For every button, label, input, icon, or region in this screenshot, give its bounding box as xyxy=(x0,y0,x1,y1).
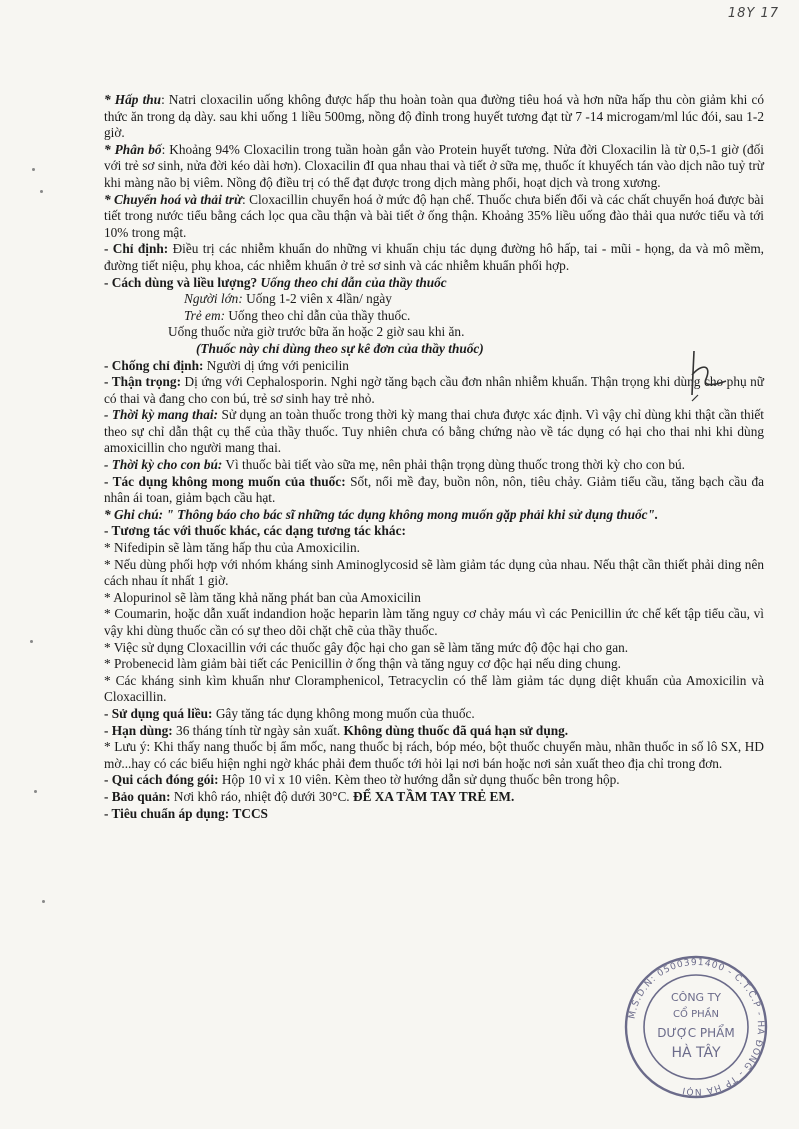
para-tuong-tac-6: * Probenecid làm giảm bài tiết các Penicillin ở ống thận và tăng nguy cơ độc hại nếu ding chung. xyxy=(104,656,621,672)
para-tac-dung-phu: - Tác dụng không mong muốn của thuốc: Sốt, nổi mề đay, buồn nôn, nôn, tiêu chảy. Giảm tiểu cầu, tăng bạch cầu đa nhân ái toan, giảm bạch cầu hạt. xyxy=(104,473,764,506)
stamp-line-1: CÔNG TY xyxy=(670,991,722,1004)
para-than-trong: - Thận trọng: Dị ứng với Cephalosporin. Nghi ngờ tăng bạch cầu đơn nhân nhiễm khuẩn. Thận trọng khi dùng cho phụ nữ có thai và đang cho con bú, trẻ sơ sinh hay trẻ nhỏ. xyxy=(104,374,765,406)
label-chong-chi-dinh: - Chống chỉ định: xyxy=(104,357,204,373)
para-cach-dung: - Cách dùng và liều lượng? Uống theo chỉ dẫn của thầy thuốc xyxy=(104,274,447,290)
para-dong-goi: - Qui cách đóng gói: Hộp 10 vỉ x 10 viên. Kèm theo tờ hướng dẫn sử dụng thuốc bên trong hộp. xyxy=(104,772,620,788)
scan-speck xyxy=(32,168,35,171)
scan-speck xyxy=(40,190,43,193)
para-nguoi-lon: Người lớn: Uống 1-2 viên x 4lần/ ngày xyxy=(184,291,392,307)
para-bao-quan: - Bảo quản: Nơi khô ráo, nhiệt độ dưới 30°C. ĐỂ XA TẦM TAY TRẺ EM. xyxy=(104,788,515,804)
label-phan-bo: * Phân bố xyxy=(104,141,162,157)
para-hap-thu: * Hấp thu: Natri cloxacilin uống không được hấp thu hoàn toàn qua đường tiêu hoá và hơn nữa hấp thu còn giảm khi có thức ăn trong dạ dày. sau khi uống 1 liều 500mg, nồng độ đỉnh trong huyết tương đạt từ 7 -14 microgam/ml lúc đói, sau 1-2 giờ. xyxy=(104,92,764,141)
label-ghi-chu: * Ghi chú: xyxy=(104,506,164,522)
para-tuong-tac-1: * Nifedipin sẽ làm tăng hấp thu của Amoxicilin. xyxy=(104,540,360,556)
signature-mark xyxy=(672,345,732,405)
label-bao-quan: - Bảo quản: xyxy=(104,788,171,804)
para-luu-y: * Lưu ý: Khi thấy nang thuốc bị ẩm mốc, nang thuốc bị rách, bóp méo, bột thuốc chuyển màu, nhãn thuốc in số lô SX, HD mờ...hay có các biểu hiện nghi ngờ khác phải đem thuốc tới hỏi lại nơi bán hoặc nơi sản xuất theo địa chỉ trong đơn. xyxy=(104,739,764,771)
para-tuong-tac-3: * Alopurinol sẽ làm tăng khả năng phát ban của Amoxicilin xyxy=(104,589,421,605)
para-uong-thuoc: Uống thuốc nửa giờ trước bữa ăn hoặc 2 giờ sau khi ăn. xyxy=(168,324,465,340)
para-chong-chi-dinh: - Chống chỉ định: Người dị ứng với penicilin xyxy=(104,357,349,373)
para-phan-bo: * Phân bố: Khoảng 94% Cloxacilin trong tuần hoàn gắn vào Protein huyết tương. Nửa đời Cloxacilin là từ 0,5-1 giờ (đối với trẻ sơ sinh, nửa đời kéo dài hơn). Cloxacilin đI qua nhau thai và tiết ở sữa mẹ, thuốc ít khuyếch tán vào dịch não tuỷ trừ khi màng não bị viêm. Nồng độ điều trị có thể đạt được trong dịch màng phổi, hoạt dịch và trong xương. xyxy=(104,141,764,190)
document-body xyxy=(104,92,764,822)
para-cho-con-bu: - Thời kỳ cho con bú: Vì thuốc bài tiết vào sữa mẹ, nên phải thận trọng dùng thuốc trong thời kỳ cho con bú. xyxy=(104,457,685,473)
stamp-line-4: HÀ TÂY xyxy=(671,1045,721,1061)
para-mang-thai: - Thời kỳ mang thai: Sử dụng an toàn thuốc trong thời kỳ mang thai chưa được xác định. Vì vậy chỉ dùng khi thật cần thiết theo sự chỉ dẫn thật cụ thể của thầy thuốc. Tuy nhiên chưa có bằng chứng nào về tác dụng có hại cho thai nhi khi dùng amoxicillin cho người mang thai. xyxy=(104,407,764,456)
para-tuong-tac-4: * Coumarin, hoặc dẫn xuất indandion hoặc heparin làm tăng nguy cơ chảy máu vì các Penicillin ức chế kết tập tiểu cầu, vì vậy khi dùng thuốc cần có sự theo dõi chặt chẽ của thầy thuốc. xyxy=(104,606,764,638)
para-chi-dinh: - Chỉ định: Điều trị các nhiễm khuẩn do những vi khuẩn chịu tác dụng đường hô hấp, tai - mũi - họng, da và mô mềm, đường tiết niệu, phụ khoa, các nhiễm khuẩn ở trẻ sơ sinh và các nhiễm khuẩn phối hợp. xyxy=(104,241,765,273)
para-tieu-chuan: - Tiêu chuẩn áp dụng: TCCS xyxy=(104,805,268,821)
para-tuong-tac-2: * Nếu dùng phối hợp với nhóm kháng sinh Aminoglycosid sẽ làm giảm tác dụng của nhau. Nếu thật cần thiết phải ding nên cách nhau ít nhất 1 giờ. xyxy=(104,556,764,589)
label-cach-dung: - Cách dùng và liều lượng? xyxy=(104,274,258,290)
para-tuong-tac-heading: - Tương tác với thuốc khác, các dạng tương tác khác: xyxy=(104,523,406,539)
scan-speck xyxy=(30,640,33,643)
para-ke-don: (Thuốc này chỉ dùng theo sự kê đơn của thầy thuốc) xyxy=(196,340,484,356)
scan-speck xyxy=(34,790,37,793)
label-cho-con-bu: - Thời kỳ cho con bú: xyxy=(104,457,223,473)
label-tre-em: Trẻ em: xyxy=(184,307,225,323)
stamp-ring-text: M.S.D.N: 0500391400 - C.T.C.P - HÀ ĐÔNG - TP HÀ NỘI xyxy=(627,957,766,1097)
label-chuyen-hoa: * Chuyển hoá và thải trừ xyxy=(104,191,243,207)
company-stamp xyxy=(616,955,776,1100)
para-ghi-chu: * Ghi chú: " Thông báo cho bác sĩ những tác dụng không mong muốn gặp phải khi sử dụng thuốc". xyxy=(104,506,659,522)
label-tieu-chuan: - Tiêu chuẩn áp dụng: xyxy=(104,805,230,821)
label-chi-dinh: - Chỉ định: xyxy=(104,241,169,257)
stamp-line-2: CỔ PHẦN xyxy=(673,1009,719,1020)
para-qua-lieu: - Sử dụng quá liều: Gây tăng tác dụng không mong muốn của thuốc. xyxy=(104,705,475,721)
label-han-dung: - Hạn dùng: xyxy=(104,722,173,738)
scan-speck xyxy=(42,900,45,903)
para-han-dung: - Hạn dùng: 36 tháng tính từ ngày sản xuất. Không dùng thuốc đã quá hạn sử dụng. xyxy=(104,722,569,738)
para-chuyen-hoa: * Chuyển hoá và thải trừ: Cloxacillin chuyển hoá ở mức độ hạn chế. Thuốc chưa biến đổi và các chất chuyển hoá được bài tiết trong nước tiểu bằng cách lọc qua cầu thận và bài tiết ở ống thận. Khoảng 35% liều uống đào thải qua nước tiểu và tới 10% trong mật. xyxy=(104,191,764,240)
para-tre-em: Trẻ em: Uống theo chỉ dẫn của thầy thuốc. xyxy=(184,307,411,323)
label-hap-thu: * Hấp thu xyxy=(104,92,162,107)
label-than-trong: - Thận trọng: xyxy=(104,374,182,390)
label-dong-goi: - Qui cách đóng gói: xyxy=(104,772,219,788)
para-tuong-tac-5: * Việc sử dụng Cloxacillin với các thuốc gây độc hại cho gan sẽ làm tăng mức độ độc hại cho gan. xyxy=(104,639,629,655)
corner-page-note: 18Y 17 xyxy=(727,6,779,21)
label-tac-dung-phu: - Tác dụng không mong muốn của thuốc: xyxy=(104,473,346,489)
label-nguoi-lon: Người lớn: xyxy=(184,291,243,307)
para-tuong-tac-7: * Các kháng sinh kìm khuẩn như Cloramphenicol, Tetracyclin có thể làm giảm tác dụng diệt khuẩn của Amoxicilin và Cloxacillin. xyxy=(104,672,764,705)
label-mang-thai: - Thời kỳ mang thai: xyxy=(104,407,219,423)
stamp-line-3: DƯỢC PHẨM xyxy=(657,1026,735,1040)
label-qua-lieu: - Sử dụng quá liều: xyxy=(104,705,213,721)
